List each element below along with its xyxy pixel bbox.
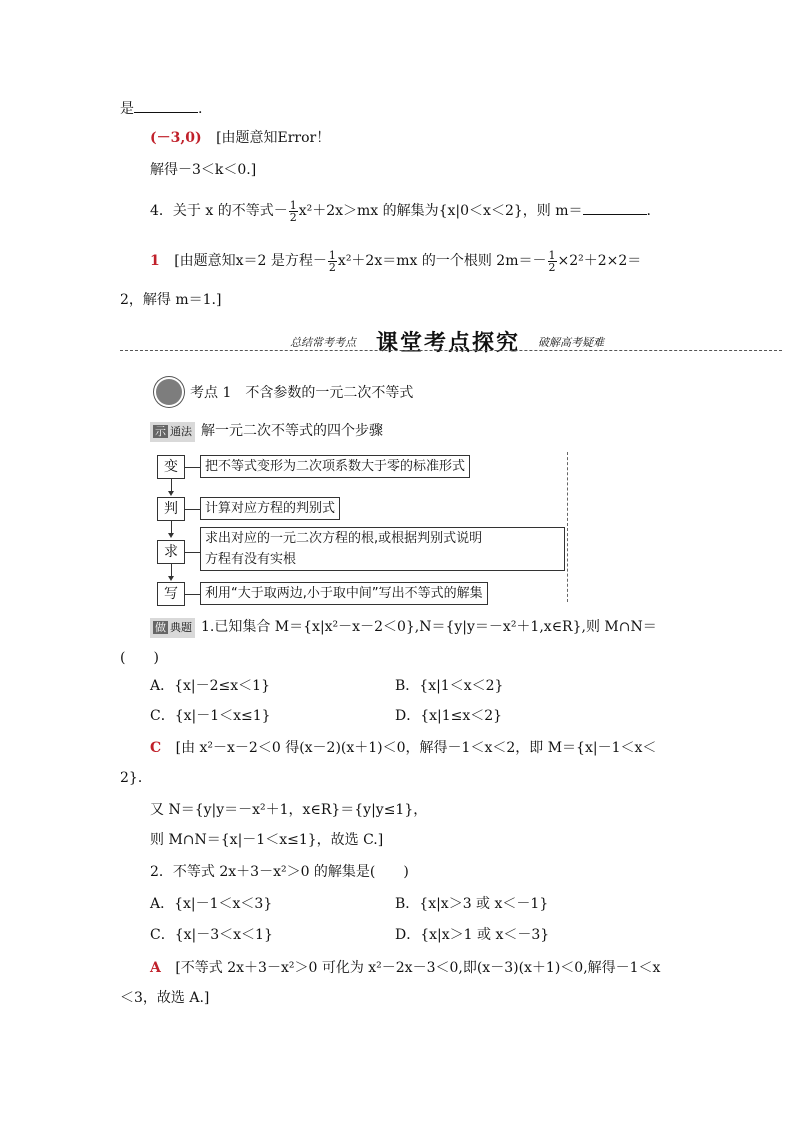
ex2-sol1: [不等式 2x＋3－x²＞0 可化为 x²－2x－3＜0,即(x－3)(x＋1)＜0,解得－1＜x [175, 960, 661, 976]
ex1-sol1: [由 x²－x－2＜0 得(x－2)(x＋1)＜0，解得－1＜x＜2，即 M＝{x|－1＜x＜ [175, 740, 657, 756]
ex1-option-b: B．{x|1＜x＜2} [395, 678, 504, 694]
step-box-solve [200, 527, 565, 571]
banner-rule [120, 350, 782, 351]
method-tag [150, 422, 195, 442]
answer-blank [583, 200, 647, 215]
q3-end: . [198, 101, 203, 117]
ex2-solution-line1 [150, 958, 660, 978]
q4-line [150, 198, 651, 224]
q4-fraction [289, 200, 298, 223]
ex1-answer: C [150, 740, 162, 756]
ex1-solution-line1 [150, 738, 656, 758]
banner-title: 课堂考点探究 [376, 331, 521, 356]
a4-line2: 2，解得 m＝1.] [120, 292, 222, 308]
q4-frac-den: 2 [289, 210, 297, 224]
bullet-circle-icon [156, 379, 182, 405]
a4-fraction-1 [328, 250, 337, 273]
a4-post: ×2²＋2×2＝ [557, 253, 642, 269]
ex1-option-a: A．{x|－2≤x＜1} [150, 678, 270, 694]
ex2-sol2: ＜3，故选 A.] [120, 990, 210, 1006]
q3-tail-text: 是 [120, 101, 134, 117]
a4-pre: [由题意知x＝2 是方程－ [174, 253, 327, 269]
answer-blank [134, 98, 198, 113]
example-tag [150, 618, 195, 638]
ex1-sol3: 又 N＝{y|y＝－x²＋1，x∈R}＝{y|y≤1}， [150, 802, 428, 818]
a3-line2: 解得－3＜k＜0.] [150, 162, 257, 178]
q4-pre: 4．关于 x 的不等式－ [150, 203, 288, 219]
ex1-option-c: C．{x|－1＜x≤1} [150, 708, 271, 724]
method-line [150, 421, 383, 442]
method-tag-text: 通法 [170, 425, 192, 438]
a4-mid: x²＋2x＝mx 的一个根则 2m＝－ [337, 253, 547, 269]
step-key-transform: 变 [157, 455, 185, 479]
a3-text: [由题意知Error！ [216, 130, 331, 146]
q4-post: x²＋2x＞mx 的解集为{x|0＜x＜2}，则 m＝ [298, 203, 583, 219]
ex2-option-a: A．{x|－1＜x＜3} [150, 896, 273, 912]
connector [185, 552, 200, 553]
q3-tail [120, 98, 202, 119]
ex1-stem-line [150, 617, 657, 638]
arrow-down-icon [168, 491, 174, 496]
section-heading: 考点 1 不含参数的一元二次不等式 [190, 385, 414, 401]
a4-fraction-2 [548, 250, 557, 273]
a4-frac2-den: 2 [548, 260, 556, 274]
ex2-answer: A [150, 960, 161, 976]
ex2-stem: 2．不等式 2x＋3－x²＞0 的解集是( ) [150, 864, 409, 880]
ex1-stem: 1.已知集合 M＝{x|x²－x－2＜0},N＝{y|y＝－x²＋1,x∈R},则 M∩N＝ [201, 619, 657, 635]
a3-value: (－3,0) [150, 130, 202, 146]
method-title: 解一元二次不等式的四个步骤 [201, 423, 383, 439]
a3-line [150, 128, 330, 148]
ex1-sol2: 2}． [120, 770, 152, 786]
step-key-discriminant: 判 [157, 497, 185, 521]
ex2-option-c: C．{x|－3＜x＜1} [150, 927, 273, 943]
ex1-sol4: 则 M∩N＝{x|－1＜x≤1}，故选 C.] [150, 832, 384, 848]
a4-line [150, 248, 641, 274]
section-banner [120, 326, 782, 354]
q4-frac-num: 1 [289, 198, 297, 212]
method-tag-mark: 示 [155, 425, 166, 438]
banner-left: 总结常考考点 [290, 336, 356, 349]
connector [185, 594, 200, 595]
step-box-discriminant: 计算对应方程的判别式 [200, 497, 340, 520]
ex2-option-d: D．{x|x＞1 或 x＜－3} [395, 927, 550, 943]
ex1-option-d: D．{x|1≤x＜2} [395, 708, 503, 724]
a4-frac2-num: 1 [548, 248, 556, 262]
banner-right: 破解高考疑难 [538, 336, 604, 349]
step-box-transform: 把不等式变形为二次项系数大于零的标准形式 [200, 455, 470, 478]
a4-value: 1 [150, 253, 160, 269]
arrow-down-icon [168, 576, 174, 581]
step-box-solve-line1: 求出对应的一元二次方程的根,或根据判别式说明 [205, 531, 483, 546]
ex1-paren: ( ) [120, 650, 159, 666]
flowchart-right-border [567, 452, 568, 602]
q4-end: . [646, 203, 651, 219]
example-tag-mark: 做 [155, 621, 166, 634]
connector [185, 467, 200, 468]
step-key-write: 写 [157, 582, 185, 606]
step-box-solve-line2: 方程有没有实根 [205, 552, 297, 567]
a4-frac1-num: 1 [328, 248, 336, 262]
arrow-down-icon [168, 533, 174, 538]
step-box-write: 利用“大于取两边,小于取中间”写出不等式的解集 [200, 582, 488, 605]
ex2-option-b: B．{x|x＞3 或 x＜－1} [395, 896, 549, 912]
a4-frac1-den: 2 [328, 260, 336, 274]
step-key-solve: 求 [157, 540, 185, 564]
connector [185, 509, 200, 510]
example-tag-text: 典题 [170, 621, 192, 634]
